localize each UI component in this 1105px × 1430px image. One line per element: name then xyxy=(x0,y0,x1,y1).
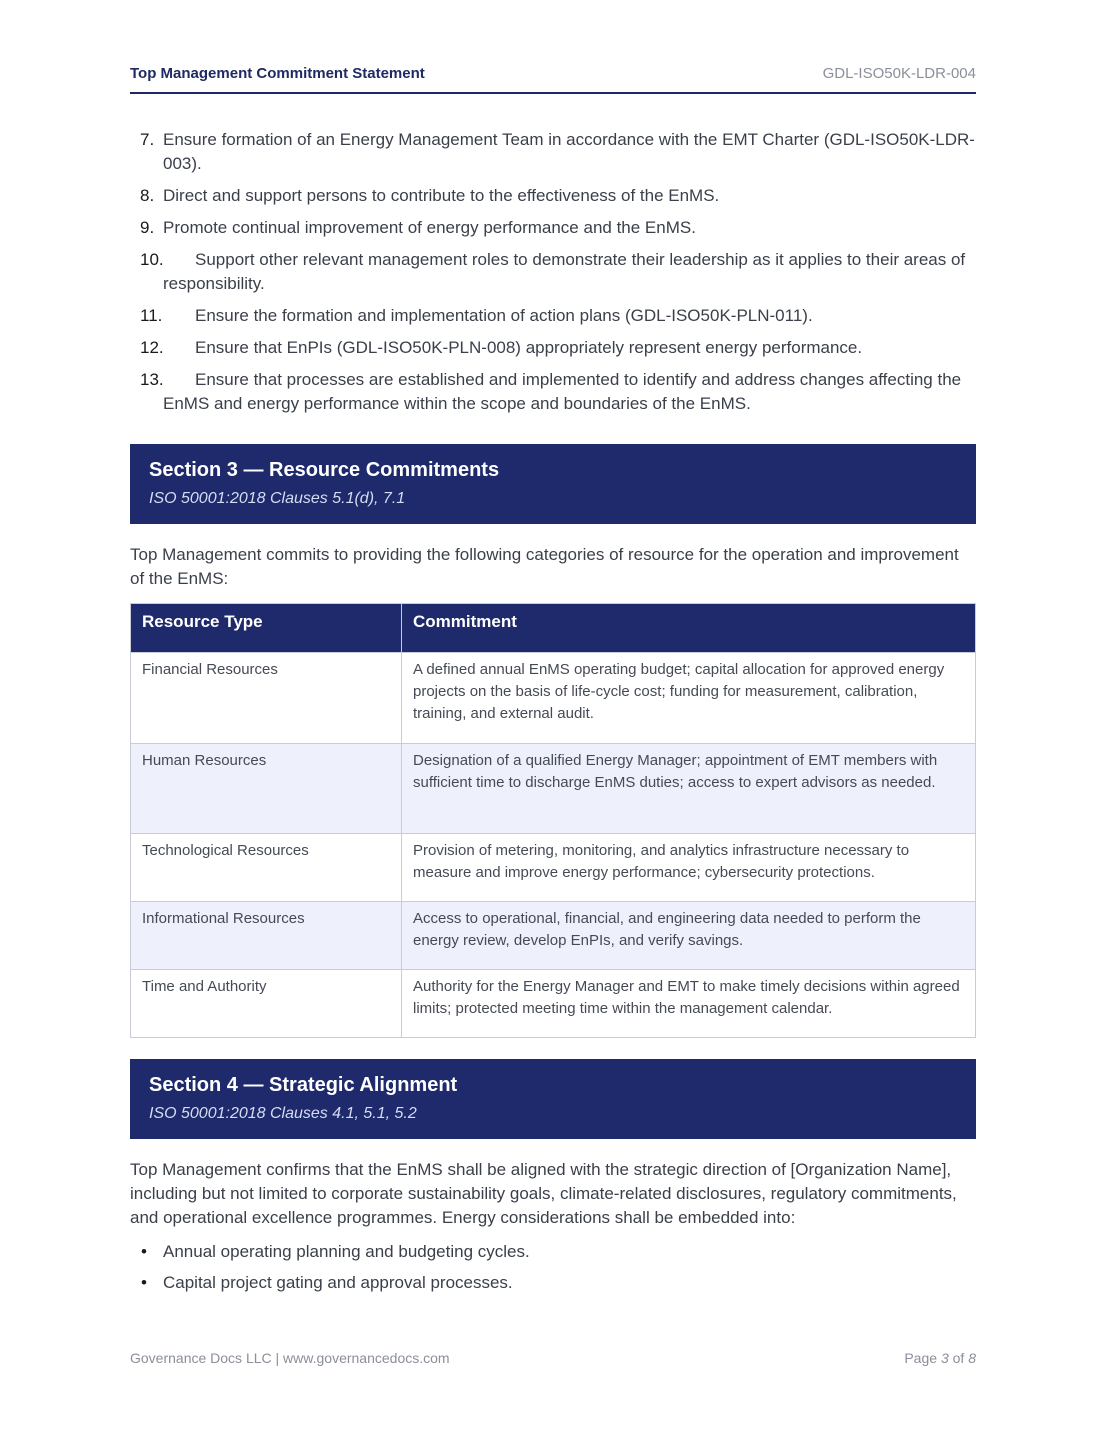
section-clause-reference: ISO 50001:2018 Clauses 4.1, 5.1, 5.2 xyxy=(149,1105,417,1122)
table-header-row xyxy=(131,604,976,653)
resource-type-cell: Technological Resources xyxy=(131,834,402,902)
list-item xyxy=(130,184,976,208)
item-text: Ensure the formation and implementation of action plans (GDL-ISO50K-PLN-011). xyxy=(195,306,813,325)
commitment-cell: Authority for the Energy Manager and EMT to make timely decisions within agreed limits; protected meeting time within the management calendar. xyxy=(402,970,976,1038)
list-item xyxy=(130,1271,976,1295)
list-item xyxy=(130,248,976,296)
page-header xyxy=(130,64,976,94)
table-row xyxy=(131,653,976,744)
column-header-commitment: Commitment xyxy=(402,604,976,653)
document-code: GDL-ISO50K-LDR-004 xyxy=(822,65,976,82)
resource-type-cell: Human Resources xyxy=(131,744,402,834)
table-row xyxy=(131,834,976,902)
item-text: Promote continual improvement of energy performance and the EnMS. xyxy=(163,218,696,237)
table-row xyxy=(131,902,976,970)
bullet-icon: • xyxy=(141,1242,147,1261)
resource-table xyxy=(130,603,976,1038)
list-item xyxy=(130,368,976,416)
commitment-cell: Provision of metering, monitoring, and analytics infrastructure necessary to measure and improve energy performance; cybersecurity protections. xyxy=(402,834,976,902)
section-clause-reference: ISO 50001:2018 Clauses 5.1(d), 7.1 xyxy=(149,490,406,507)
section-4-banner xyxy=(130,1059,976,1139)
list-item xyxy=(130,304,976,328)
commitment-cell: Designation of a qualified Energy Manager; appointment of EMT members with sufficient time to discharge EnMS duties; access to expert advisors as needed. xyxy=(402,744,976,834)
item-text: Capital project gating and approval processes. xyxy=(163,1273,513,1292)
item-number: 7. xyxy=(140,130,155,149)
section-title: Section 3 — Resource Commitments xyxy=(149,459,500,481)
resource-type-cell: Time and Authority xyxy=(131,970,402,1038)
section-title: Section 4 — Strategic Alignment xyxy=(149,1074,458,1096)
item-text: Ensure that processes are established and implemented to identify and address changes affecting the EnMS and energy performance within the scope and boundaries of the EnMS. xyxy=(163,370,962,413)
item-number: 13. xyxy=(140,370,164,389)
document-title: Top Management Commitment Statement xyxy=(130,65,425,82)
section-3-banner xyxy=(130,444,976,524)
page-label: Page xyxy=(904,1350,938,1366)
table-row xyxy=(131,744,976,834)
column-header-resource-type: Resource Type xyxy=(131,604,402,653)
page-number xyxy=(904,1350,976,1366)
embedding-list xyxy=(130,1240,976,1302)
item-text: Direct and support persons to contribute to the effectiveness of the EnMS. xyxy=(163,186,720,205)
page-of: of xyxy=(952,1350,965,1366)
item-number: 12. xyxy=(140,338,164,357)
item-number: 8. xyxy=(140,186,155,205)
item-number: 9. xyxy=(140,218,155,237)
item-number: 10. xyxy=(140,250,164,269)
list-item xyxy=(130,1240,976,1264)
item-number: 11. xyxy=(140,306,163,325)
resource-type-cell: Financial Resources xyxy=(131,653,402,744)
commitment-cell: A defined annual EnMS operating budget; capital allocation for approved energy projects on the basis of life-cycle cost; funding for measurement, calibration, training, and external audit. xyxy=(402,653,976,744)
item-text: Annual operating planning and budgeting cycles. xyxy=(163,1242,530,1261)
list-item xyxy=(130,336,976,360)
section-4-intro: Top Management confirms that the EnMS shall be aligned with the strategic direction of [Organization Name], including but not limited to corporate sustainability goals, climate-related disclosures, regulatory commitments, and operational excellence programmes. Energy considerations shall be embedded into: xyxy=(130,1160,957,1227)
commitment-cell: Access to operational, financial, and engineering data needed to perform the energy review, develop EnPIs, and verify savings. xyxy=(402,902,976,970)
list-item xyxy=(130,216,976,240)
resource-type-cell: Informational Resources xyxy=(131,902,402,970)
section-3-intro: Top Management commits to providing the following categories of resource for the operation and improvement of the EnMS: xyxy=(130,545,959,588)
list-item xyxy=(130,128,976,176)
page-current: 3 xyxy=(940,1350,949,1366)
bullet-icon: • xyxy=(141,1273,147,1292)
commitment-list xyxy=(130,128,976,424)
item-text: Support other relevant management roles to demonstrate their leadership as it applies to their areas of responsibility. xyxy=(163,250,966,293)
footer-company: Governance Docs LLC | www.governancedocs.com xyxy=(130,1350,450,1366)
table-row xyxy=(131,970,976,1038)
item-text: Ensure that EnPIs (GDL-ISO50K-PLN-008) appropriately represent energy performance. xyxy=(195,338,863,357)
item-text: Ensure formation of an Energy Management Team in accordance with the EMT Charter (GDL-ISO50K-LDR-003). xyxy=(163,130,975,173)
page-total: 8 xyxy=(968,1350,976,1366)
